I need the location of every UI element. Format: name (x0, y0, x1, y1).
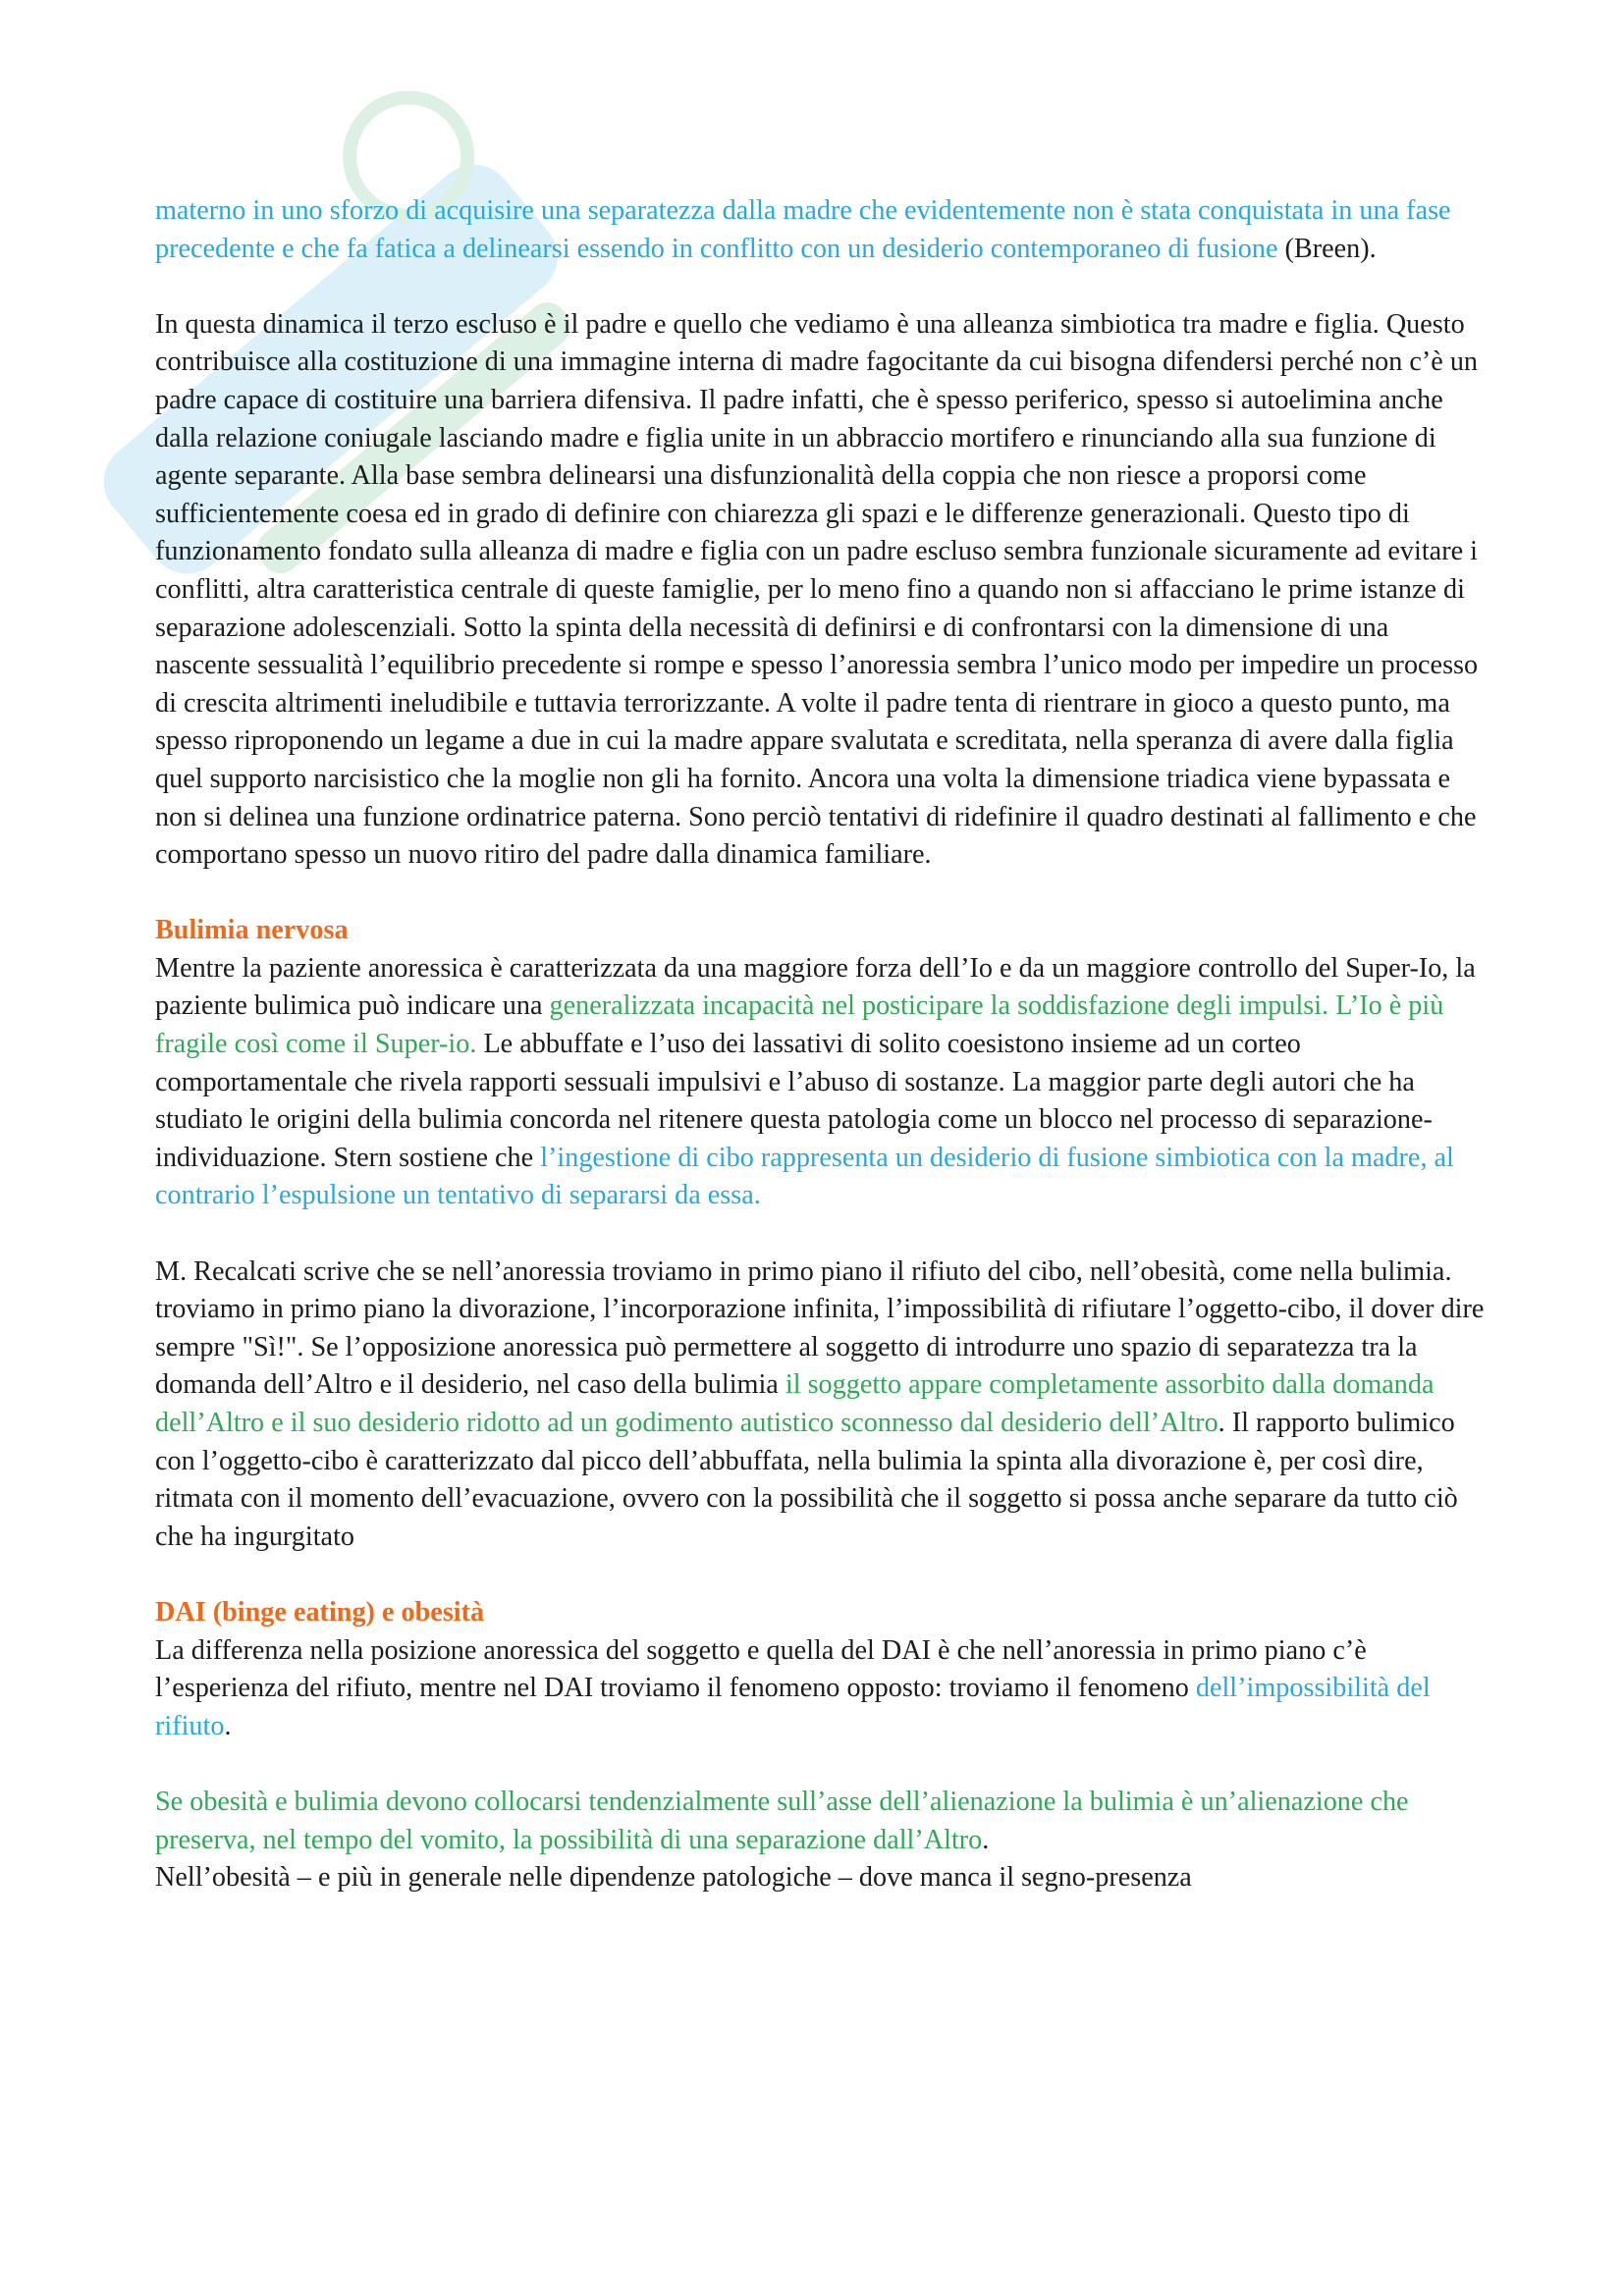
highlight-blue-text: dell’impossibilità del rifiuto (155, 1673, 1431, 1741)
highlight-green-text: generalizzata incapacità nel posticipare la soddisfazione degli impulsi. L’Io è più fragile così come il Super-io. (155, 990, 1444, 1060)
paragraph-text: M. Recalcati scrive che se nell’anoressia troviamo in primo piano il rifiuto del cibo, nell’obesità, come nella bulimia. troviamo in primo piano la divorazione, l’incorporazione infinita, l’impossibilità di rifiutare l’oggetto-cibo, il dover dire sempre "Sì!". Se l’opposizione anoressica può permettere al soggetto di introdurre uno spazio di separatezza tra la domanda dell’Altro e il desiderio, nel caso della bulimia (155, 1255, 1485, 1401)
paragraph-text: Mentre la paziente anoressica è caratterizzata da una maggiore forza dell’Io e da un maggiore controllo del Super-Io, la paziente bulimica può indicare una (155, 952, 1476, 1022)
paragraph-breen (155, 192, 1490, 268)
section-heading-bulimia: Bulimia nervosa (155, 915, 349, 946)
paragraph-text: . Il rapporto bulimico con l’oggetto-cibo è caratterizzato dal picco dell’abbuffata, nella bulimia la spinta alla divorazione è, per così dire, ritmata con il momento dell’evacuazione, ovvero con la possibilità che il soggetto si possa anche separare da tutto ciò che ha ingurgitato (155, 1408, 1458, 1552)
paragraph-terzo-escluso: In questa dinamica il terzo escluso è il padre e quello che vediamo è una alleanza simbiotica tra madre e figlia. Questo contribuisce alla costituzione di una immagine interna di madre fagocitante da cui bisogna difendersi perché non c’è un padre capace di costituire una barriera difensiva. Il padre infatti, che è spesso periferico, spesso si autoelimina anche dalla relazione coniugale lasciando madre e figlia unite in un abbraccio mortifero e rinunciando alla sua funzione di agente separante. Alla base sembra delinearsi una disfunzionalità della coppia che non riesce a proporsi come sufficientemente coesa ed in grado di definire con chiarezza gli spazi e le differenze generazionali. Questo tipo di funzionamento fondato sulla alleanza di madre e figlia con un padre escluso sembra funzionale sicuramente ad evitare i conflitti, altra caratteristica centrale di queste famiglie, per lo meno fino a quando non si affacciano le prime istanze di separazione adolescenziali. Sotto la spinta della necessità di definirsi e di confrontarsi con la dimensione di una nascente sessualità l’equilibrio precedente si rompe e spesso l’anoressia sembra l’unico modo per impedire un processo di crescita altrimenti ineludibile e tuttavia terrorizzante. A volte il padre tenta di rientrare in gioco a questo punto, ma spesso riproponendo un legame a due in cui la madre appare svalutata e screditata, nella speranza di avere dalla figlia quel supporto narcisistico che la moglie non gli ha fornito. Ancora una volta la dimensione triadica viene bypassata e non si delinea una funzione ordinatrice paterna. Sono perciò tentativi di ridefinire il quadro destinati al fallimento e che comportano spesso un nuovo ritiro del padre dalla dinamica familiare. (155, 308, 1479, 871)
paragraph-bulimia-intro (155, 950, 1490, 1215)
paragraph-dai-intro (155, 1632, 1490, 1746)
paragraph-recalcati (155, 1254, 1490, 1557)
highlight-green-text: Se obesità e bulimia devono collocarsi tendenzialmente sull’asse dell’alienazione la bulimia è un’alienazione che preserva, nel tempo del vomito, la possibilità di una separazione dall’Altro (155, 1786, 1409, 1855)
highlight-blue-text: l’ingestione di cibo rappresenta un desiderio di fusione simbiotica con la madre, al contrario l’espulsione un tentativo di separarsi da essa. (155, 1142, 1454, 1211)
highlight-blue-text: materno in uno sforzo di acquisire una separatezza dalla madre che evidentemente non è stata conquistata in una fase precedente e che fa fatica a delinearsi essendo in conflitto con un desiderio contemporaneo di fusione (155, 195, 1451, 264)
paragraph-text: . (224, 1710, 232, 1741)
paragraph-text: Le abbuffate e l’uso dei lassativi di solito coesistono insieme ad un corteo comportamentale che rivela rapporti sessuali impulsivi e l’abuso di sostanze. La maggior parte degli autori che ha studiato le origini della bulimia concorda nel ritenere questa patologia come un blocco nel processo di separazione-individuazione. Stern sostiene che (155, 1029, 1433, 1173)
paragraph-text: (Breen). (1277, 233, 1377, 264)
paragraph-text: Nell’obesità – e più in generale nelle dipendenze patologiche – dove manca il segno-presenza (155, 1862, 1192, 1894)
paragraph-text: . (982, 1824, 990, 1855)
highlight-green-text: il soggetto appare completamente assorbito dalla domanda dell’Altro e il suo desiderio ridotto ad un godimento autistico sconnesso dal desiderio dell’Altro (155, 1369, 1435, 1438)
section-heading-dai: DAI (binge eating) e obesità (155, 1596, 485, 1628)
document-body (155, 192, 1490, 1897)
paragraph-obesita (155, 1784, 1490, 1897)
paragraph-text: La differenza nella posizione anoressica del soggetto e quella del DAI è che nell’anoressia in primo piano c’è l’esperienza del rifiuto, mentre nel DAI troviamo il fenomeno opposto: troviamo il fenomeno (155, 1634, 1367, 1704)
